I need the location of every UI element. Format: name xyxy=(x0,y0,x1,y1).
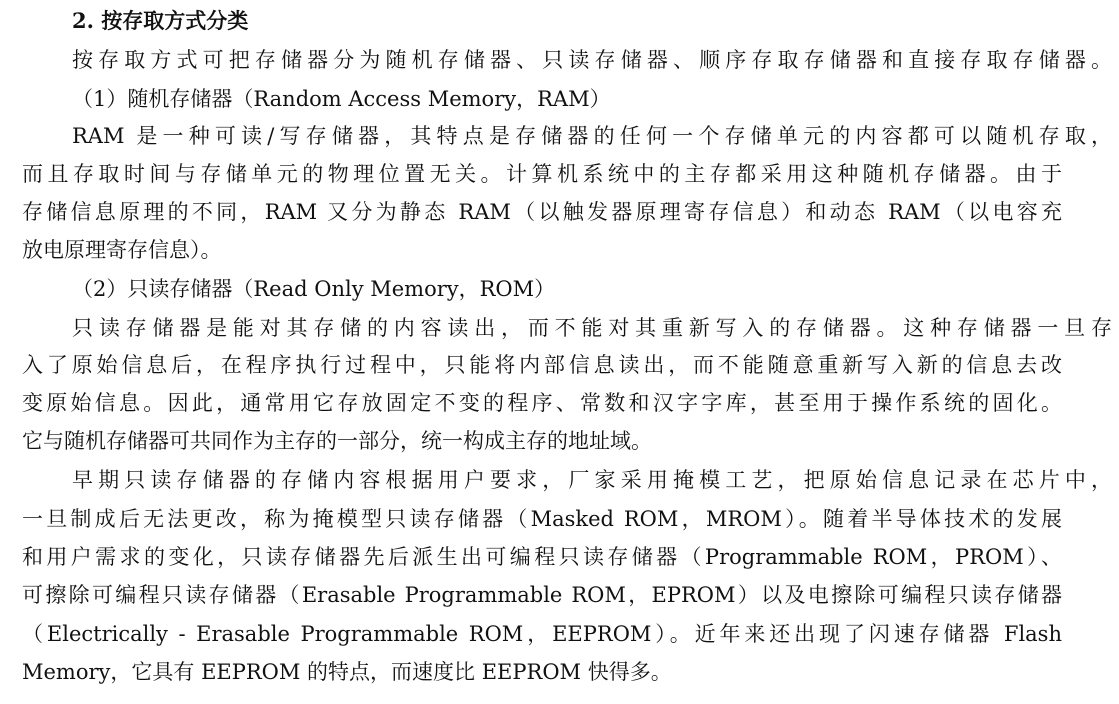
ram-paragraph-line: 放电原理寄存信息）。 xyxy=(22,238,222,262)
history-paragraph-line: （Electrically - Erasable Programmable ROM，EEPROM）。近年来还出现了闪速存储器 Flash xyxy=(22,622,1062,646)
history-paragraph-line: Memory，它具有 EEPROM 的特点，而速度比 EEPROM 快得多。 xyxy=(22,660,672,684)
rom-paragraph-line: 变原始信息。因此，通常用它存放固定不变的程序、常数和汉字字库，甚至用于操作系统的固化。 xyxy=(22,391,1062,415)
ram-paragraph-line: 存储信息原理的不同，RAM 又分为静态 RAM（以触发器原理寄存信息）和动态 RAM（以电容充 xyxy=(22,200,1062,224)
rom-paragraph-line: 只读存储器是能对其存储的内容读出，而不能对其重新写入的存储器。这种存储器一旦存 xyxy=(72,316,1112,340)
rom-subheading: （2）只读存储器（Read Only Memory，ROM） xyxy=(72,277,556,301)
ram-paragraph-line: 而且存取时间与存储单元的物理位置无关。计算机系统中的主存都采用这种随机存储器。由于 xyxy=(22,162,1062,186)
ram-paragraph-line: RAM 是一种可读/写存储器，其特点是存储器的任何一个存储单元的内容都可以随机存取， xyxy=(72,124,1112,148)
ram-subheading: （1）随机存储器（Random Access Memory，RAM） xyxy=(72,87,611,111)
rom-paragraph-line: 它与随机存储器可共同作为主存的一部分，统一构成主存的地址域。 xyxy=(22,429,652,453)
history-paragraph-line: 可擦除可编程只读存储器（Erasable Programmable ROM，EPROM）以及电擦除可编程只读存储器 xyxy=(22,583,1062,607)
rom-paragraph-line: 入了原始信息后，在程序执行过程中，只能将内部信息读出，而不能随意重新写入新的信息去改 xyxy=(22,353,1062,377)
section-heading: 2. 按存取方式分类 xyxy=(72,8,249,33)
intro-paragraph: 按存取方式可把存储器分为随机存储器、只读存储器、顺序存取存储器和直接存取存储器。 xyxy=(72,48,1112,72)
history-paragraph-line: 早期只读存储器的存储内容根据用户要求，厂家采用掩模工艺，把原始信息记录在芯片中， xyxy=(72,468,1112,492)
history-paragraph-line: 一旦制成后无法更改，称为掩模型只读存储器（Masked ROM，MROM）。随着半导体技术的发展 xyxy=(22,507,1062,531)
history-paragraph-line: 和用户需求的变化，只读存储器先后派生出可编程只读存储器（Programmable ROM，PROM）、 xyxy=(22,545,1062,569)
